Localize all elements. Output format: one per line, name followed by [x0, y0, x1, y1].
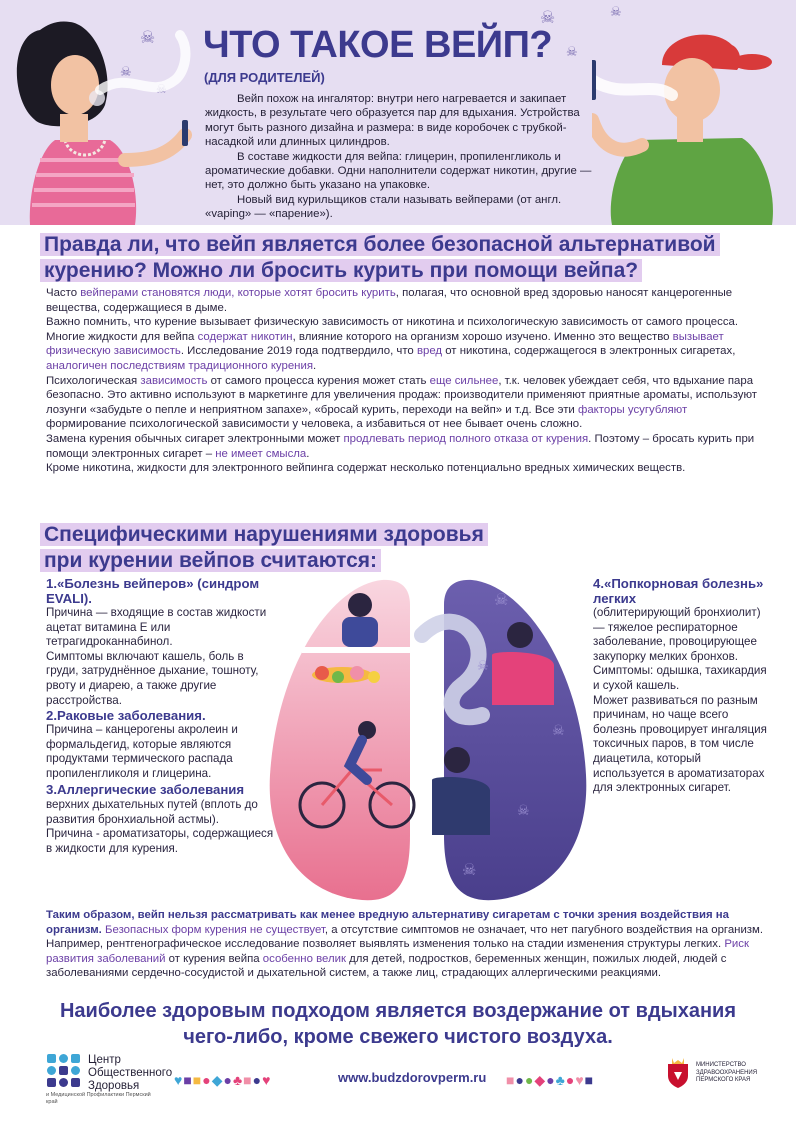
disease-description: [46, 782, 278, 828]
text: , влияние которого на организм хорошо изучено. Именно это вещество: [292, 330, 673, 343]
text: , т.к. человек убеждает себя, что вдыхание пара безопасно. Это активно используют в маркетинге для увеличения продаж: производители применяют приятные ароматы, используют лозунги «забудьте о пепле и неприятном запахе», «бросай курить, переходи на вейп» и т.д. Все эти: [46, 374, 757, 416]
svg-text:☠: ☠: [477, 659, 489, 674]
disease-title: 3.Аллергические заболевания: [46, 781, 245, 797]
text: для детей, подростков, беременных женщин, пожилых людей, людей с заболеваниями сердечно-сосудистой и дыхательной систем, а также лиц, страдающих аллергическими реакциями.: [46, 952, 727, 980]
final-statement: [40, 998, 756, 1050]
page-subtitle: (ДЛЯ РОДИТЕЛЕЙ): [204, 70, 325, 85]
website-link[interactable]: www.budzdorovperm.ru: [338, 1070, 487, 1085]
text: Многие жидкости для вейпа: [46, 330, 198, 343]
disease-description: Симптомы включают кашель, боль в груди, затруднённое дыхание, тошноту, рвоту и диарею, а также другие расстройства.: [46, 649, 259, 707]
skull-icon: ☠: [156, 82, 167, 96]
highlight-text: аналогичен последствиям традиционного курения: [46, 359, 313, 372]
disease-title: 4.«Попкорновая болезнь» легких: [593, 576, 764, 606]
disease-description: (облитерирующий бронхиолит) — тяжелое респираторное заболевание, провоцирующее закупорку мелких бронхов. Симптомы: одышка, тахикардия и сухой кашель.: [593, 606, 767, 692]
final-line: Наиболее здоровым подходом является воздержание от вдыхания: [59, 1000, 737, 1022]
text: , полагая, что основной вред здоровью наносят канцерогенные вещества, содержащиеся в дыме.: [46, 287, 733, 314]
disease-description: Причина — входящие в состав жидкости ацетат витамина Е или тетрагидроканнабинол.: [46, 606, 267, 649]
highlight-text: зависимость: [140, 374, 208, 387]
section1-body: [46, 286, 766, 476]
svg-text:☠: ☠: [517, 803, 530, 819]
text: Психологическая: [46, 374, 141, 387]
text: .: [306, 447, 310, 460]
highlight-text: вред: [416, 345, 443, 358]
section2-heading-line1: Специфическими нарушениями здоровья: [40, 523, 488, 546]
svg-text:☠: ☠: [462, 860, 477, 879]
highlight-text: продлевать период полного отказа от курения: [343, 432, 589, 445]
text: от курения вейпа: [165, 952, 263, 965]
page-title: ЧТО ТАКОЕ ВЕЙП?: [203, 24, 553, 66]
text: Часто: [46, 287, 81, 299]
skull-icon: ☠: [120, 64, 132, 79]
logo-line: Здоровья: [88, 1080, 140, 1092]
skull-icon: ☠: [140, 28, 156, 47]
text: от никотина, содержащегося в электронных сигаретах,: [442, 345, 736, 358]
disease-description: Может развиваться по разным причинам, но чаще всего болезнь провоцирует ингаляция токсичных паров, в том числе диацетила, который используется в ароматизаторах для электронных сигарет.: [593, 693, 767, 795]
disease-title: 2.Раковые заболевания.: [46, 708, 206, 724]
footer: [0, 1050, 796, 1126]
disease-title: 1.«Болезнь вейперов» (синдром EVALI).: [46, 576, 260, 606]
highlight-text: еще сильнее: [429, 374, 499, 387]
text: , а отсутствие симптомов не означает, что нет пагубного воздействия на организм. Например, рентгенографическое исследование позволяет выявлять изменения только на стадии изменения структуры легких.: [46, 923, 764, 951]
highlight-text: Безопасных форм курения не существует: [105, 923, 325, 936]
text: от самого процесса курения может стать: [207, 374, 430, 387]
coat-of-arms-icon: [666, 1058, 690, 1088]
section2-heading-line2: при курении вейпов считаются:: [40, 549, 381, 572]
intro-paragraph: Вейп похож на ингалятор: внутри него нагревается и закипает жидкость, в результате чего образуется пар для вдыхания. Устройства могут быть разного дизайна и размера: в виде коробочек с трубкой-насадкой или длинных цилиндров.: [205, 93, 580, 149]
intro-text: [205, 92, 595, 222]
highlight-text: не имеет смысла: [215, 447, 307, 460]
ministry-line: МИНИСТЕРСТВО: [696, 1062, 746, 1068]
logo-line: Центр: [88, 1054, 121, 1066]
section2-heading: [40, 522, 488, 574]
paragraph: [46, 374, 766, 432]
highlight-text: вейперами становятся люди, которые хотят бросить курить: [80, 287, 396, 299]
skull-icon: ☠: [610, 4, 622, 19]
text: формирование психологической зависимости у человека, а избавиться от нее бывает очень сложно.: [46, 418, 583, 431]
ministry-name: [696, 1062, 766, 1085]
header-banner: [0, 0, 796, 225]
section1-heading-line1: Правда ли, что вейп является более безопасной альтернативой: [40, 233, 720, 256]
paragraph: Важно помнить, что курение вызывает физическую зависимость от никотина и психологическую зависимость от самого процесса.: [46, 316, 739, 329]
bold-text: Таким образом, вейп нельзя рассматривать как менее вредную альтернативу сигаретам с точки зрения воздействия на организм.: [46, 909, 729, 936]
woman-vaping-illustration: [0, 10, 200, 225]
highlight-text: вызывает физическую зависимость: [46, 330, 724, 358]
logo-line: Общественного: [88, 1067, 173, 1079]
highlight-text: особенно велик: [262, 952, 346, 965]
disease-description: Причина - ароматизаторы, содержащиеся в жидкости для курения.: [46, 827, 274, 855]
svg-text:☠: ☠: [494, 590, 509, 609]
section1-heading-line2: курению? Можно ли бросить курить при помощи вейпа?: [40, 259, 642, 282]
ministry-line: ЗДРАВООХРАНЕНИЯ: [696, 1069, 758, 1076]
man-vaping-illustration: [592, 20, 796, 225]
public-health-center-logo-icon: [47, 1054, 81, 1088]
highlight-text: содержат никотин: [197, 330, 293, 343]
diseases-right-column: [593, 576, 773, 796]
diseases-left-column: [46, 576, 278, 857]
paragraph: [46, 286, 766, 315]
section1-heading: [40, 232, 720, 284]
svg-text:☠: ☠: [552, 723, 565, 739]
highlight-text: Риск развития заболеваний: [46, 938, 749, 965]
paragraph: [46, 330, 766, 374]
ministry-line: ПЕРМСКОГО КРАЯ: [696, 1077, 751, 1083]
highlight-text: факторы усугубляют: [577, 403, 688, 416]
disease-description: Причина – канцерогены акролеин и формальдегид, которые являются продуктами термического распада пропиленгликоля и глицерина.: [46, 723, 238, 780]
final-line: чего-либо, кроме свежего чистого воздуха.: [183, 1026, 613, 1048]
paragraph: Кроме никотина, жидкости для электронного вейпинга содержат несколько потенциально вредных химических веществ.: [46, 462, 686, 475]
decorative-shapes: ♥■■●◆●♣■●♥: [174, 1072, 272, 1088]
paragraph: [46, 432, 766, 461]
skull-icon: ☠: [566, 44, 578, 59]
summary-text: [46, 908, 766, 981]
logo-text: [88, 1054, 172, 1093]
lungs-illustration: [262, 575, 592, 905]
skull-icon: ☠: [540, 8, 556, 27]
paragraph: [46, 908, 766, 981]
text: . Исследование 2019 года подтвердило, что: [180, 345, 417, 358]
text: верхних дыхательных путей (вплоть до развития бронхиальной астмы).: [46, 798, 258, 826]
text: .: [312, 359, 317, 372]
decorative-shapes: ■●●◆●♣●♥■: [506, 1072, 595, 1088]
text: . Поэтому – бросать курить при помощи электронных сигарет –: [46, 432, 755, 460]
logo-subtitle: и Медицинской Профилактики Пермский край: [46, 1092, 151, 1105]
intro-paragraph: Новый вид курильщиков стали называть вейперами (от англ. «vaping» — «парение»).: [205, 193, 562, 221]
intro-paragraph: В составе жидкости для вейпа: глицерин, пропиленгликоль и ароматические добавки. Одни наполнители содержат никотин, другие — нет, это должно быть указано на упаковке.: [205, 150, 592, 192]
text: Замена курения обычных сигарет электронными может: [46, 432, 344, 445]
